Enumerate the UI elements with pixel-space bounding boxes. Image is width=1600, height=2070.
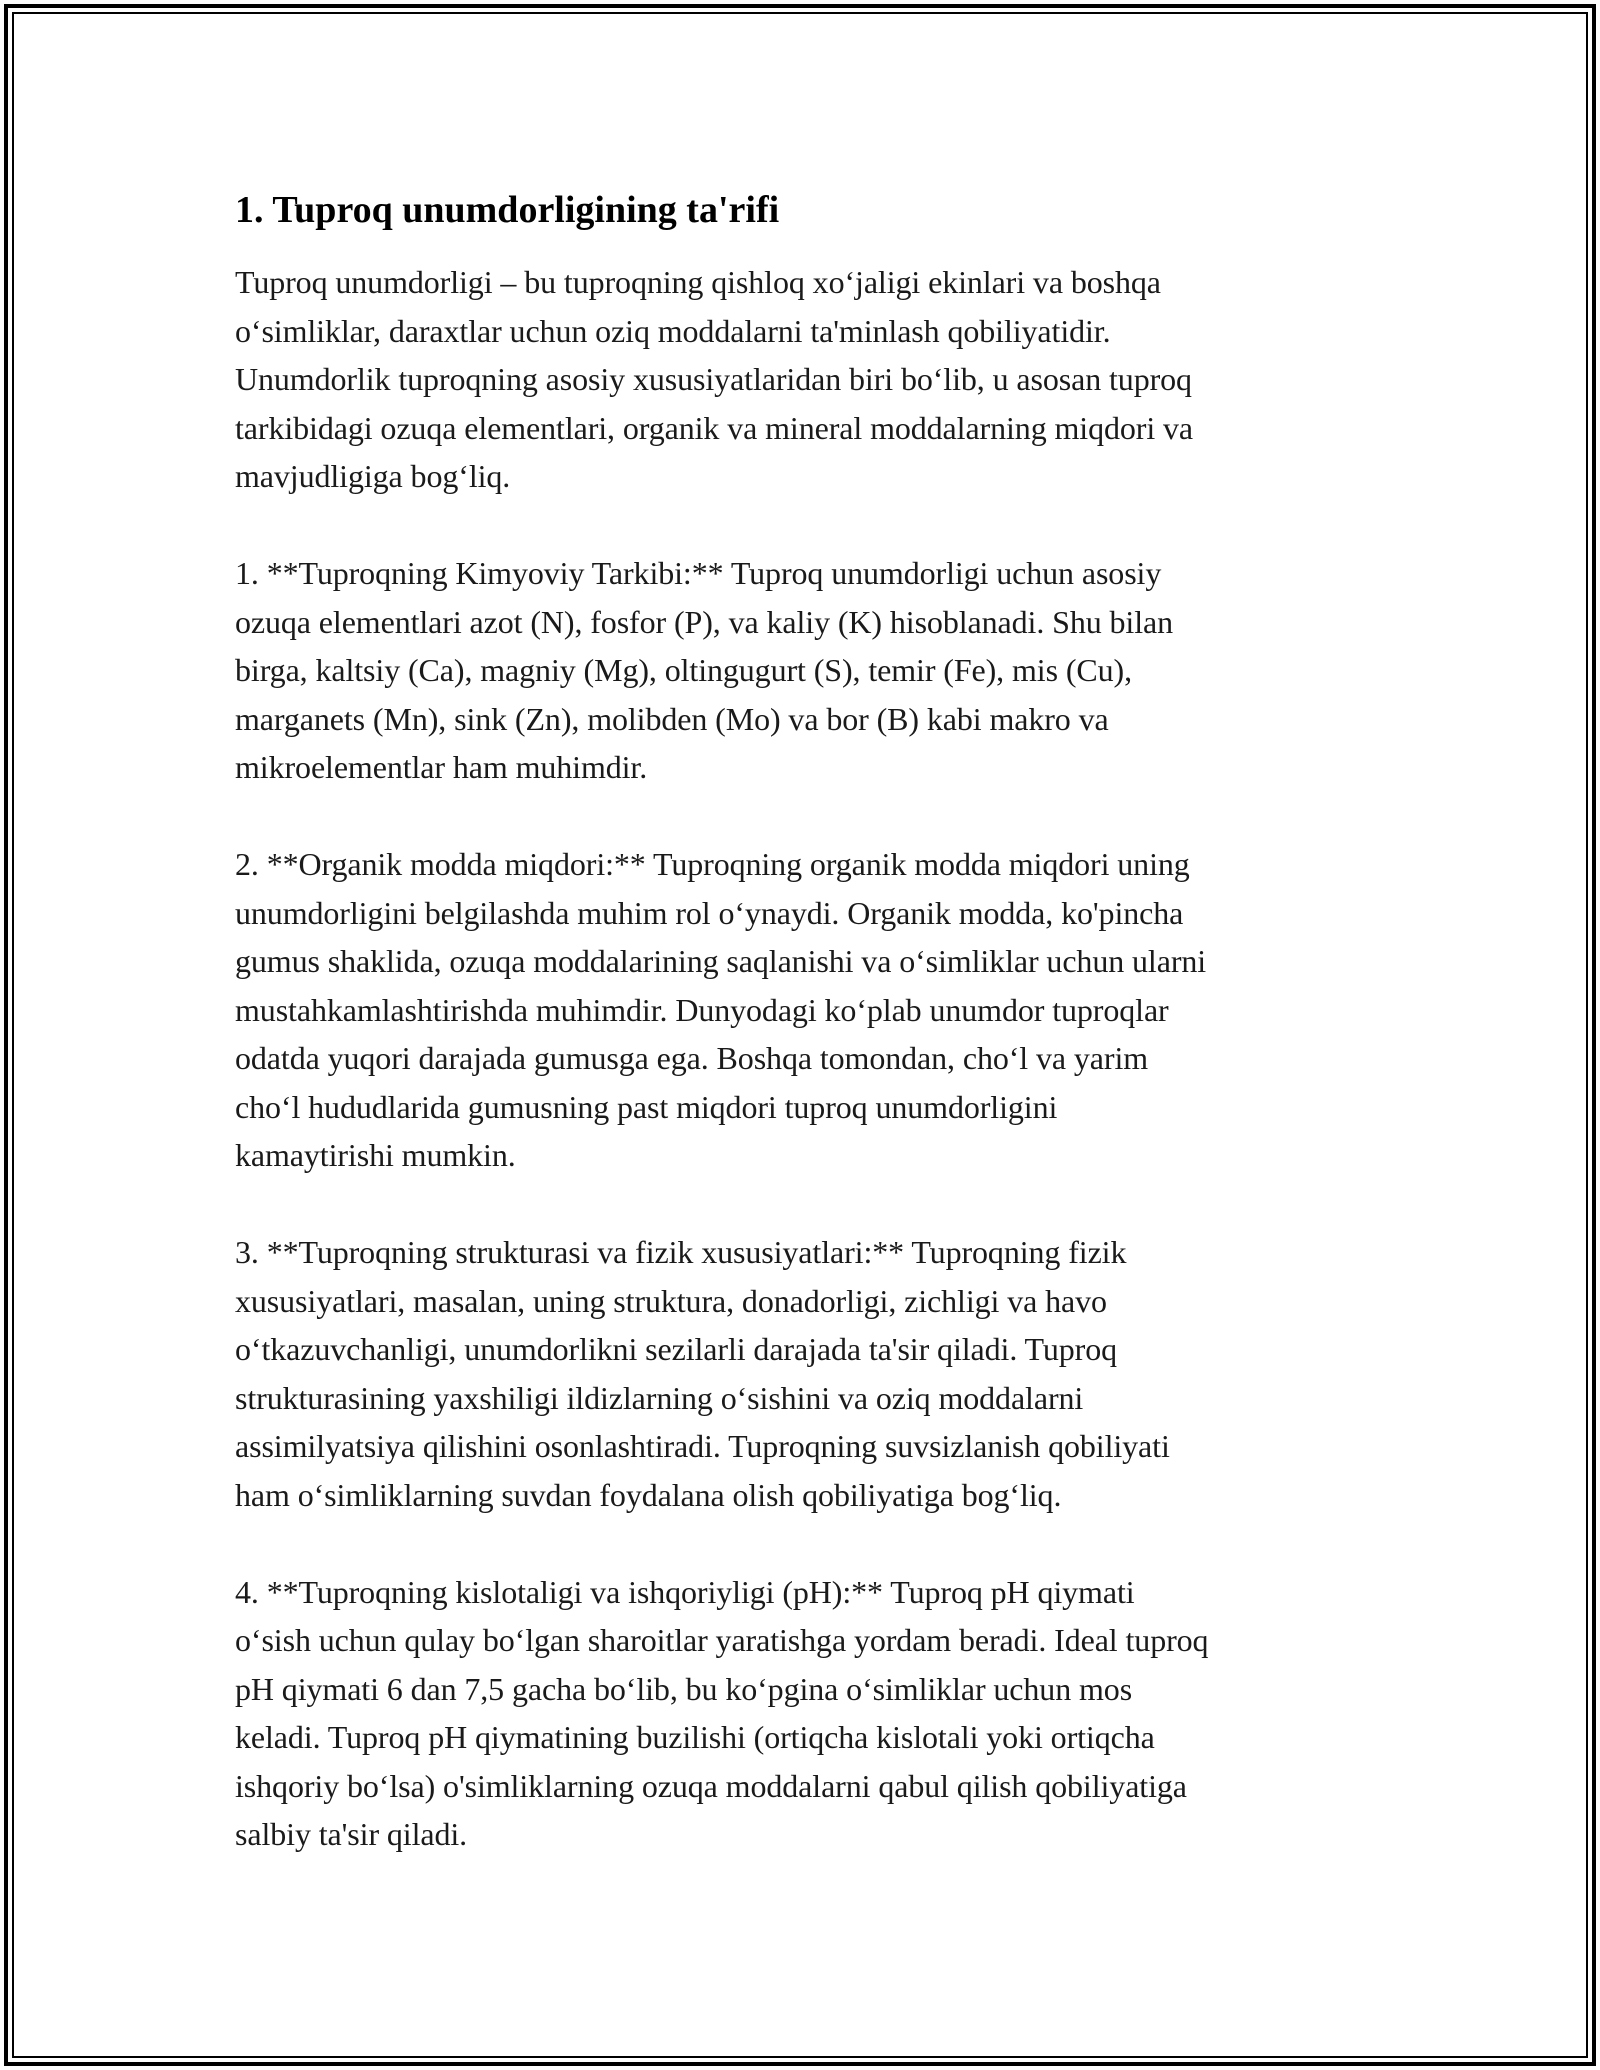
text-line: birga, kaltsiy (Ca), magniy (Mg), oltingugurt (S), temir (Fe), mis (Cu), bbox=[235, 652, 1132, 688]
text-line: cho‘l hududlarida gumusning past miqdori tuproq unumdorligini bbox=[235, 1088, 1058, 1125]
text-line: marganets (Mn), sink (Zn), molibden (Mo) va bor (B) kabi makro va bbox=[235, 700, 1109, 737]
text-line: Unumdorlik tuproqning asosiy xususiyatlaridan biri bo‘lib, u asosan tuproq bbox=[235, 361, 1192, 397]
text-line: mustahkamlashtirishda muhimdir. Dunyodagi ko‘plab unumdor tuproqlar bbox=[235, 991, 1169, 1028]
text-line: keladi. Tuproq pH qiymatining buzilishi (ortiqcha kislotali yoki ortiqcha bbox=[235, 1719, 1155, 1755]
paragraph-chemical-composition bbox=[235, 549, 1365, 792]
text-line: 4. **Tuproqning kislotaligi va ishqoriyligi (pH):** Tuproq pH qiymati bbox=[235, 1573, 1135, 1610]
paragraph-structure-physical bbox=[235, 1228, 1365, 1519]
text-line: ham o‘simliklarning suvdan foydalana olish qobiliyatiga bog‘liq. bbox=[235, 1476, 1062, 1513]
document-title: 1. Tuproq unumdorligining ta'rifi bbox=[235, 189, 780, 231]
text-line: pH qiymati 6 dan 7,5 gacha bo‘lib, bu ko‘pgina o‘simliklar uchun mos bbox=[235, 1670, 1133, 1707]
text-line: o‘tkazuvchanligi, unumdorlikni sezilarli darajada ta'sir qiladi. Tuproq bbox=[235, 1331, 1118, 1367]
text-line: 2. **Organik modda miqdori:** Tuproqning organik modda miqdori uning bbox=[235, 846, 1190, 882]
text-line: mavjudligiga bog‘liq. bbox=[235, 458, 511, 494]
text-line: assimilyatsiya qilishini osonlashtiradi. Tuproqning suvsizlanish qobiliyati bbox=[235, 1428, 1170, 1464]
paragraph-organic-matter bbox=[235, 840, 1365, 1180]
text-line: Tuproq unumdorligi – bu tuproqning qishloq xo‘jaligi ekinlari va boshqa bbox=[235, 264, 1161, 300]
text-line: ozuqa elementlari azot (N), fosfor (P), va kaliy (K) hisoblanadi. Shu bilan bbox=[235, 603, 1174, 640]
document-body bbox=[235, 186, 1365, 1907]
text-line: tarkibidagi ozuqa elementlari, organik va mineral moddalarning miqdori va bbox=[235, 409, 1194, 446]
text-line: salbiy ta'sir qiladi. bbox=[235, 1816, 468, 1852]
text-line: odatda yuqori darajada gumusga ega. Boshqa tomondan, cho‘l va yarim bbox=[235, 1040, 1149, 1076]
text-line: gumus shaklida, ozuqa moddalarining saqlanishi va o‘simliklar uchun ularni bbox=[235, 943, 1207, 979]
text-line: ishqoriy bo‘lsa) o'simliklarning ozuqa moddalarni qabul qilish qobiliyatiga bbox=[235, 1767, 1187, 1804]
text-line: 1. **Tuproqning Kimyoviy Tarkibi:** Tuproq unumdorligi uchun asosiy bbox=[235, 555, 1162, 591]
text-line: mikroelementlar ham muhimdir. bbox=[235, 749, 648, 785]
text-line: xususiyatlari, masalan, uning struktura, donadorligi, zichligi va havo bbox=[235, 1282, 1107, 1319]
text-line: o‘simliklar, daraxtlar uchun oziq moddalarni ta'minlash qobiliyatidir. bbox=[235, 312, 1111, 349]
paragraph-acidity-ph bbox=[235, 1568, 1365, 1859]
text-line: kamaytirishi mumkin. bbox=[235, 1137, 516, 1173]
text-line: 3. **Tuproqning strukturasi va fizik xususiyatlari:** Tuproqning fizik bbox=[235, 1234, 1127, 1270]
text-line: o‘sish uchun qulay bo‘lgan sharoitlar yaratishga yordam beradi. Ideal tuproq bbox=[235, 1622, 1209, 1658]
paragraph-definition bbox=[235, 258, 1365, 501]
text-line: unumdorligini belgilashda muhim rol o‘ynaydi. Organik modda, ko'pincha bbox=[235, 894, 1184, 931]
text-line: strukturasining yaxshiligi ildizlarning o‘sishini va oziq moddalarni bbox=[235, 1379, 1084, 1416]
